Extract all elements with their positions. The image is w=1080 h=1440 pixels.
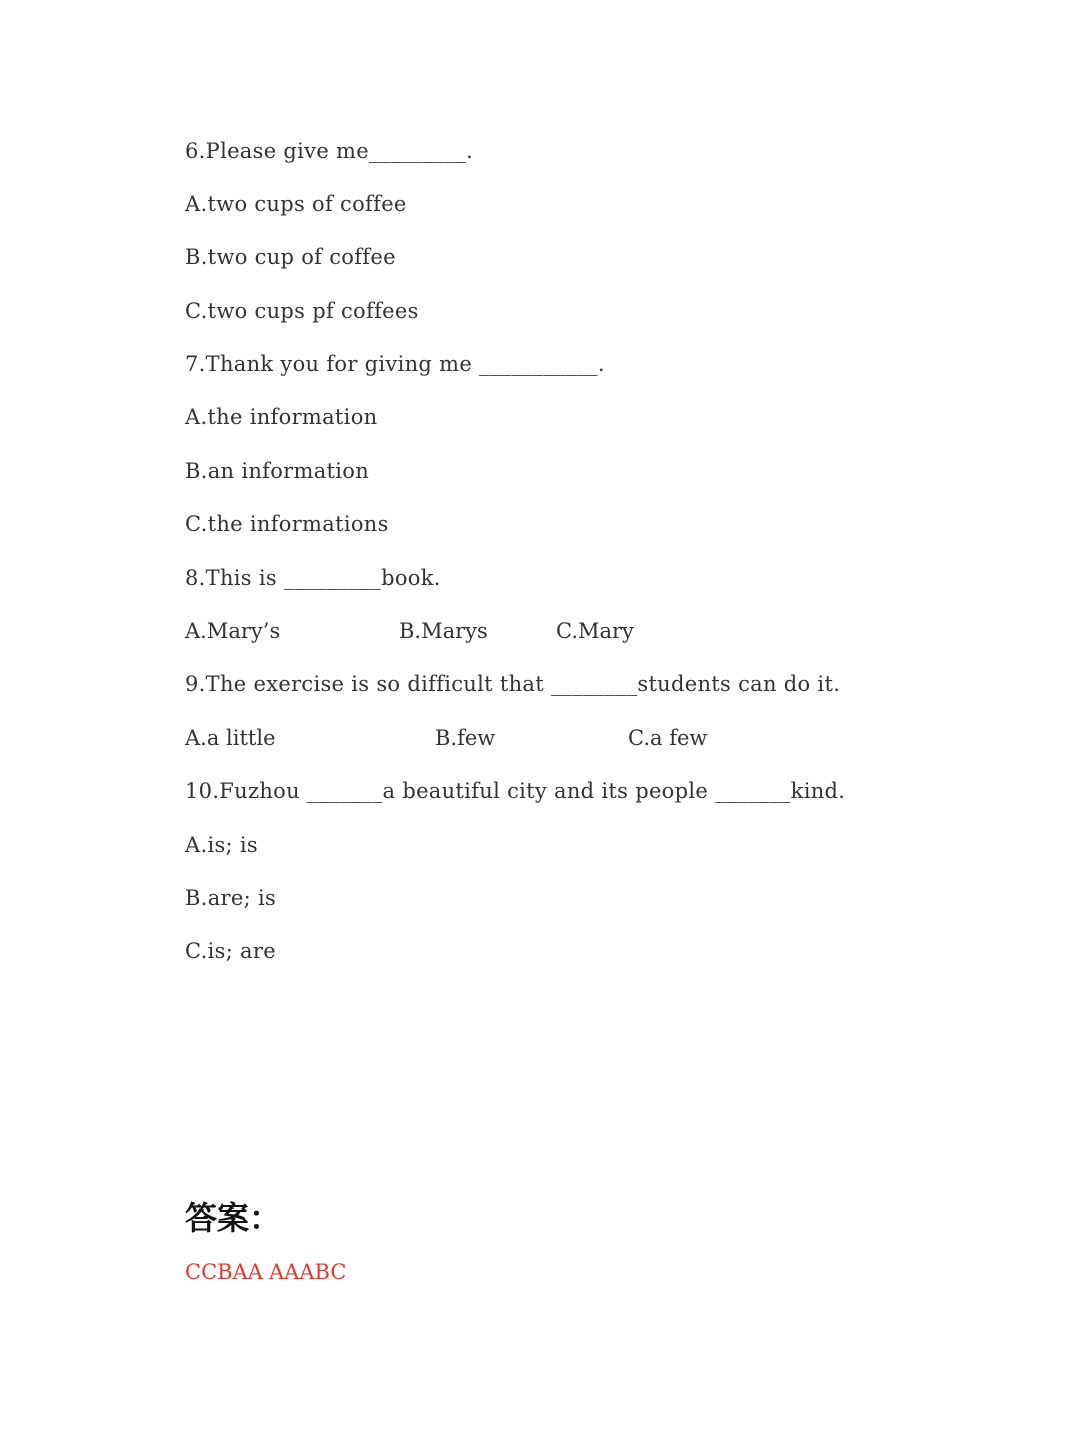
answer-group-1: CCBAA bbox=[185, 1260, 263, 1284]
question-6-stem: 6.Please give me_________. bbox=[185, 139, 474, 163]
question-6-option-b: B.two cup of coffee bbox=[185, 245, 396, 269]
question-6-option-c: C.two cups pf coffees bbox=[185, 299, 419, 323]
question-10-option-b: B.are; is bbox=[185, 886, 277, 910]
question-9-option-b: B.few bbox=[435, 726, 496, 750]
question-9-option-c: C.a few bbox=[628, 726, 708, 750]
question-9-stem: 9.The exercise is so difficult that ________students can do it. bbox=[185, 672, 841, 696]
question-8-stem: 8.This is _________book. bbox=[185, 566, 441, 590]
question-10-option-c: C.is; are bbox=[185, 939, 276, 963]
question-9-options bbox=[185, 724, 885, 752]
answer-group-2: AAABC bbox=[269, 1260, 347, 1284]
question-9-option-a: A.a little bbox=[185, 726, 276, 750]
question-6-option-a: A.two cups of coffee bbox=[185, 192, 407, 216]
question-7-option-b: B.an information bbox=[185, 459, 370, 483]
question-8-option-b: B.Marys bbox=[399, 619, 488, 643]
question-8-options bbox=[185, 617, 885, 645]
answer-heading: 答案： bbox=[185, 1199, 282, 1237]
question-7-option-a: A.the information bbox=[185, 405, 378, 429]
question-10-option-a: A.is; is bbox=[185, 833, 258, 857]
question-7-option-c: C.the informations bbox=[185, 512, 389, 536]
question-8-option-c: C.Mary bbox=[556, 619, 634, 643]
answer-key bbox=[185, 1258, 485, 1286]
question-10-stem: 10.Fuzhou _______a beautiful city and its people _______kind. bbox=[185, 779, 846, 803]
question-8-option-a: A.Mary’s bbox=[185, 619, 281, 643]
question-7-stem: 7.Thank you for giving me ___________. bbox=[185, 352, 605, 376]
